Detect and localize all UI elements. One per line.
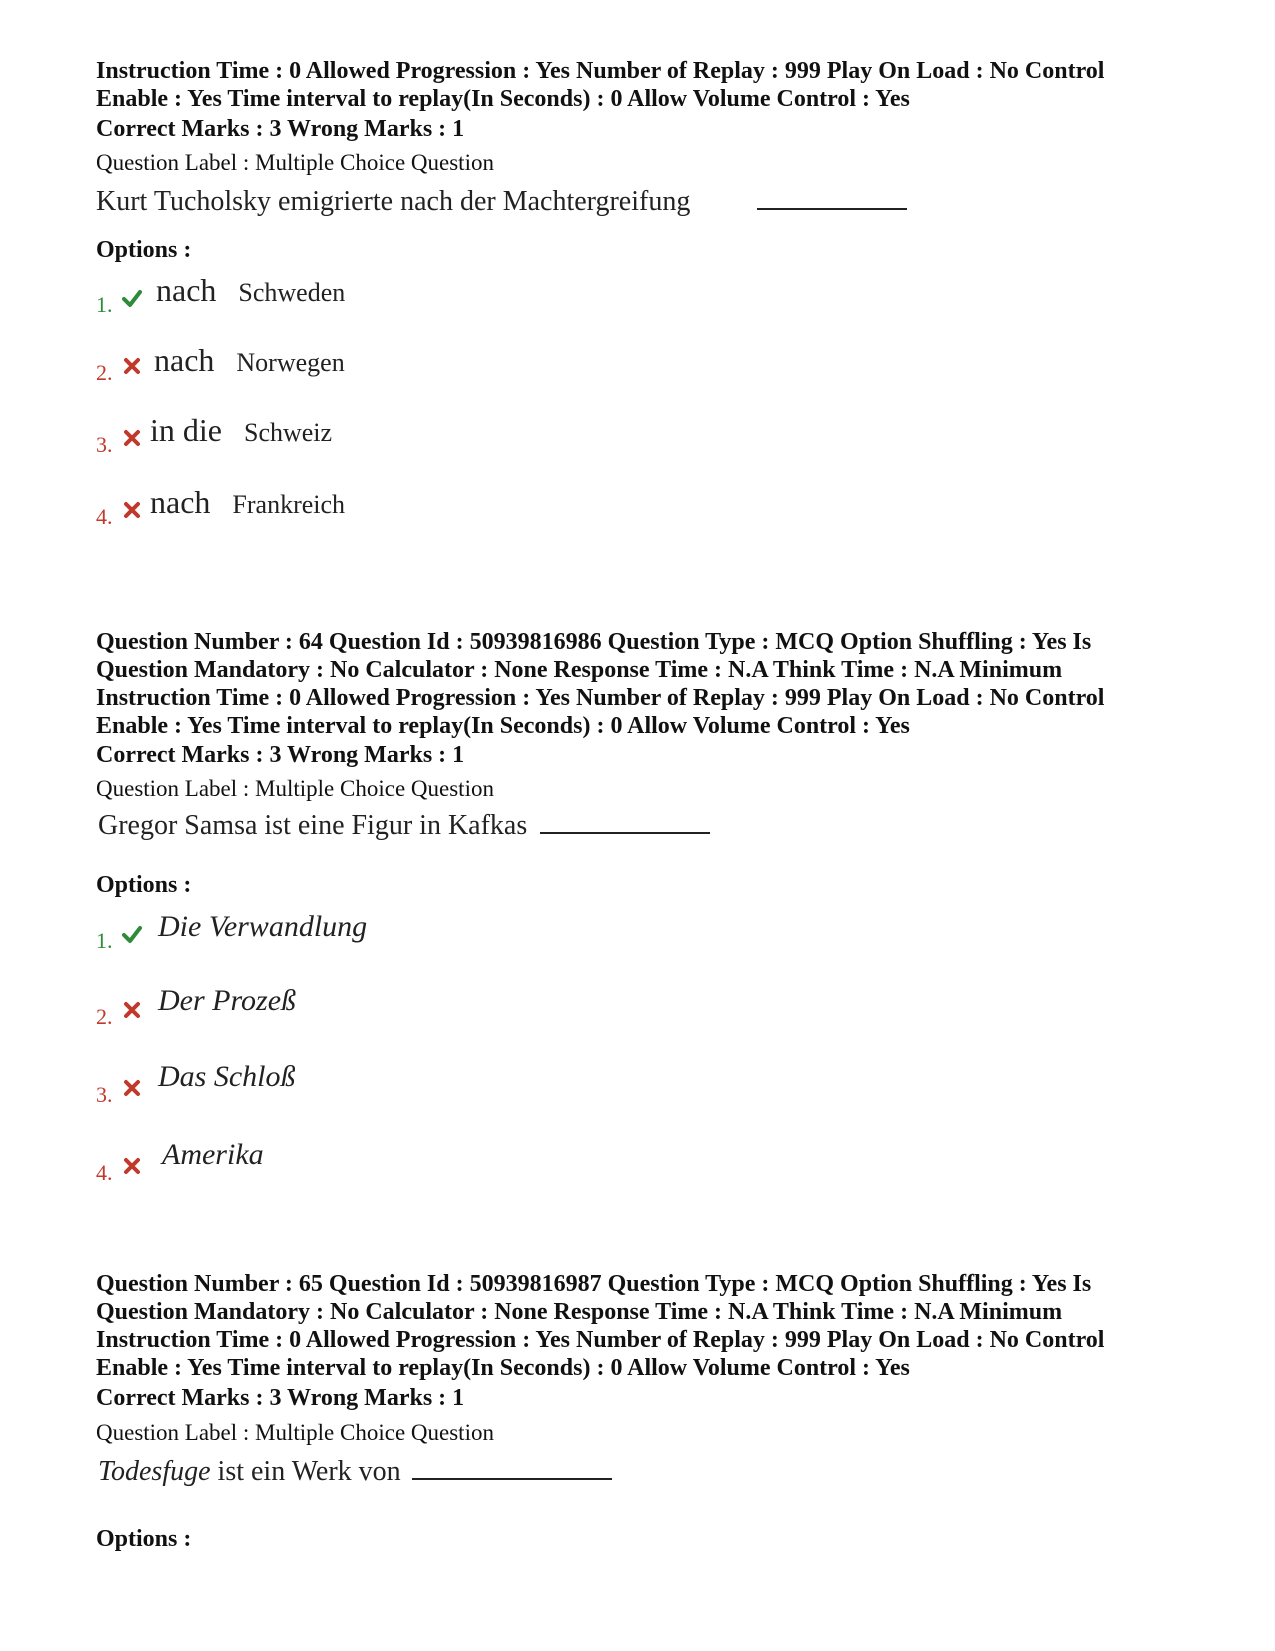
marks-line: Correct Marks : 3 Wrong Marks : 1 [96,1385,465,1411]
meta-line: Question Number : 65 Question Id : 50939816987 Question Type : MCQ Option Shuffling : Yes Is [96,1271,1092,1297]
question-label: Question Label : Multiple Choice Question [96,1420,494,1445]
options-heading: Options : [96,1526,192,1552]
cross-icon [122,428,142,448]
option-number: 4. [96,1160,113,1185]
option-text-word: Frankreich [232,490,346,519]
option-text: Das Schloß [158,1060,296,1093]
option-4 [96,1138,496,1200]
option-1 [96,272,496,332]
option-text: Amerika [162,1138,264,1171]
meta-line: Instruction Time : 0 Allowed Progression : Yes Number of Replay : 999 Play On Load : No Control [96,58,1105,84]
option-number: 3. [96,1082,113,1107]
option-3 [96,412,496,474]
option-text [150,484,345,521]
question-text-content: Kurt Tucholsky emigrierte nach der Machtergreifung [96,186,691,217]
checkmark-icon [122,924,142,944]
question-text-content: ist ein Werk von [217,1456,401,1487]
meta-line: Instruction Time : 0 Allowed Progression : Yes Number of Replay : 999 Play On Load : No Control [96,1327,1105,1353]
option-text-word: Norwegen [236,348,345,377]
option-text-word: in die [150,412,222,448]
option-number: 2. [96,360,113,385]
answer-blank [412,1477,612,1480]
option-text: Der Prozeß [158,984,297,1017]
options-heading: Options : [96,872,192,898]
option-2 [96,342,496,402]
option-text-word: nach [156,272,217,308]
cross-icon [122,1156,142,1176]
options-heading: Options : [96,237,192,263]
meta-line: Question Mandatory : No Calculator : None Response Time : N.A Think Time : N.A Minimum [96,657,1063,683]
meta-line: Question Mandatory : No Calculator : None Response Time : N.A Think Time : N.A Minimum [96,1299,1063,1325]
option-number: 2. [96,1004,113,1029]
option-1 [96,910,496,966]
meta-line: Instruction Time : 0 Allowed Progression : Yes Number of Replay : 999 Play On Load : No Control [96,685,1105,711]
option-text-word: Schweiz [243,418,333,447]
option-text [150,412,332,449]
question-text-title: Todesfuge [98,1456,211,1487]
option-number: 4. [96,504,113,529]
question-text [96,186,907,218]
option-text [154,342,345,379]
question-text-content: Gregor Samsa ist eine Figur in Kafkas [98,810,528,841]
option-text-word: nach [150,484,211,520]
option-3 [96,1060,496,1122]
meta-line: Enable : Yes Time interval to replay(In Seconds) : 0 Allow Volume Control : Yes [96,713,910,739]
option-number: 1. [96,928,113,953]
meta-line: Enable : Yes Time interval to replay(In Seconds) : 0 Allow Volume Control : Yes [96,86,910,112]
cross-icon [122,356,142,376]
question-label: Question Label : Multiple Choice Question [96,776,494,801]
option-text-word: nach [154,342,215,378]
option-number: 3. [96,432,113,457]
question-text [98,810,710,842]
option-text: Die Verwandlung [158,910,368,943]
marks-line: Correct Marks : 3 Wrong Marks : 1 [96,742,465,768]
answer-blank [540,831,710,834]
cross-icon [122,1000,142,1020]
meta-line: Question Number : 64 Question Id : 50939816986 Question Type : MCQ Option Shuffling : Yes Is [96,629,1092,655]
meta-line: Enable : Yes Time interval to replay(In Seconds) : 0 Allow Volume Control : Yes [96,1355,910,1381]
option-text-word: Schweden [238,278,346,307]
option-text [156,272,345,309]
cross-icon [122,1078,142,1098]
option-number: 1. [96,292,113,317]
marks-line: Correct Marks : 3 Wrong Marks : 1 [96,116,465,142]
answer-blank [757,207,907,210]
cross-icon [122,500,142,520]
option-2 [96,984,496,1044]
question-64-meta [96,628,1104,740]
question-text [98,1456,612,1488]
option-4 [96,484,496,544]
question-65-meta [96,1270,1104,1382]
question-63-meta [96,57,1104,113]
question-label: Question Label : Multiple Choice Question [96,150,494,175]
checkmark-icon [122,288,142,308]
